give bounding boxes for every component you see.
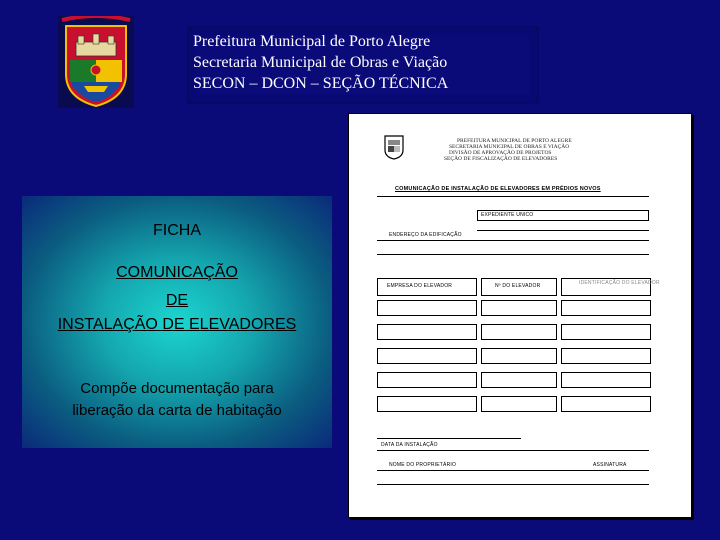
form-title: COMUNICAÇÃO DE INSTALAÇÃO DE ELEVADORES EM PRÉDIOS NOVOS: [395, 186, 601, 192]
form-header-3: DIVISÃO DE APROVAÇÃO DE PROJETOS: [449, 150, 552, 156]
data-label: DATA DA INSTALAÇÃO: [381, 442, 438, 448]
title-line-2: DE: [165, 292, 189, 309]
header-line-3: SECON – DCON – SEÇÃO TÉCNICA: [193, 75, 449, 92]
desc-line-1: Compõe documentação para: [80, 380, 274, 397]
title-line-3: INSTALAÇÃO DE ELEVADORES: [57, 316, 297, 333]
assinatura-label: ASSINATURA: [593, 462, 627, 468]
desc-line-2: liberação da carta de habitação: [72, 402, 282, 419]
col-ident: IDENTIFICAÇÃO DO ELEVADOR: [579, 280, 660, 286]
header-line-1: Prefeitura Municipal de Porto Alegre: [193, 33, 431, 50]
col-numero: Nº DO ELEVADOR: [495, 283, 541, 289]
coat-of-arms-icon: [58, 16, 134, 108]
expediente-label: EXPEDIENTE UNICO: [481, 212, 534, 218]
form-header-1: PREFEITURA MUNICIPAL DE PORTO ALEGRE: [457, 138, 572, 144]
left-panel: [22, 196, 332, 448]
header-line-2: Secretaria Municipal de Obras e Viação: [193, 54, 448, 71]
title-line-1: COMUNICAÇÃO: [116, 264, 238, 281]
proprietario-label: NOME DO PROPRIETÁRIO: [389, 462, 457, 468]
ficha-label: FICHA: [153, 222, 201, 239]
form-header-4: SEÇÃO DE FISCALIZAÇÃO DE ELEVADORES: [444, 156, 558, 162]
form-header-2: SECRETARIA MUNICIPAL DE OBRAS E VIAÇÃO: [449, 144, 570, 150]
col-empresa: EMPRESA DO ELEVADOR: [387, 283, 453, 289]
form-preview: [348, 113, 692, 518]
header-box: [187, 26, 539, 104]
form-logo-icon: [383, 134, 405, 160]
endereco-label: ENDEREÇO DA EDIFICAÇÃO: [389, 232, 462, 238]
